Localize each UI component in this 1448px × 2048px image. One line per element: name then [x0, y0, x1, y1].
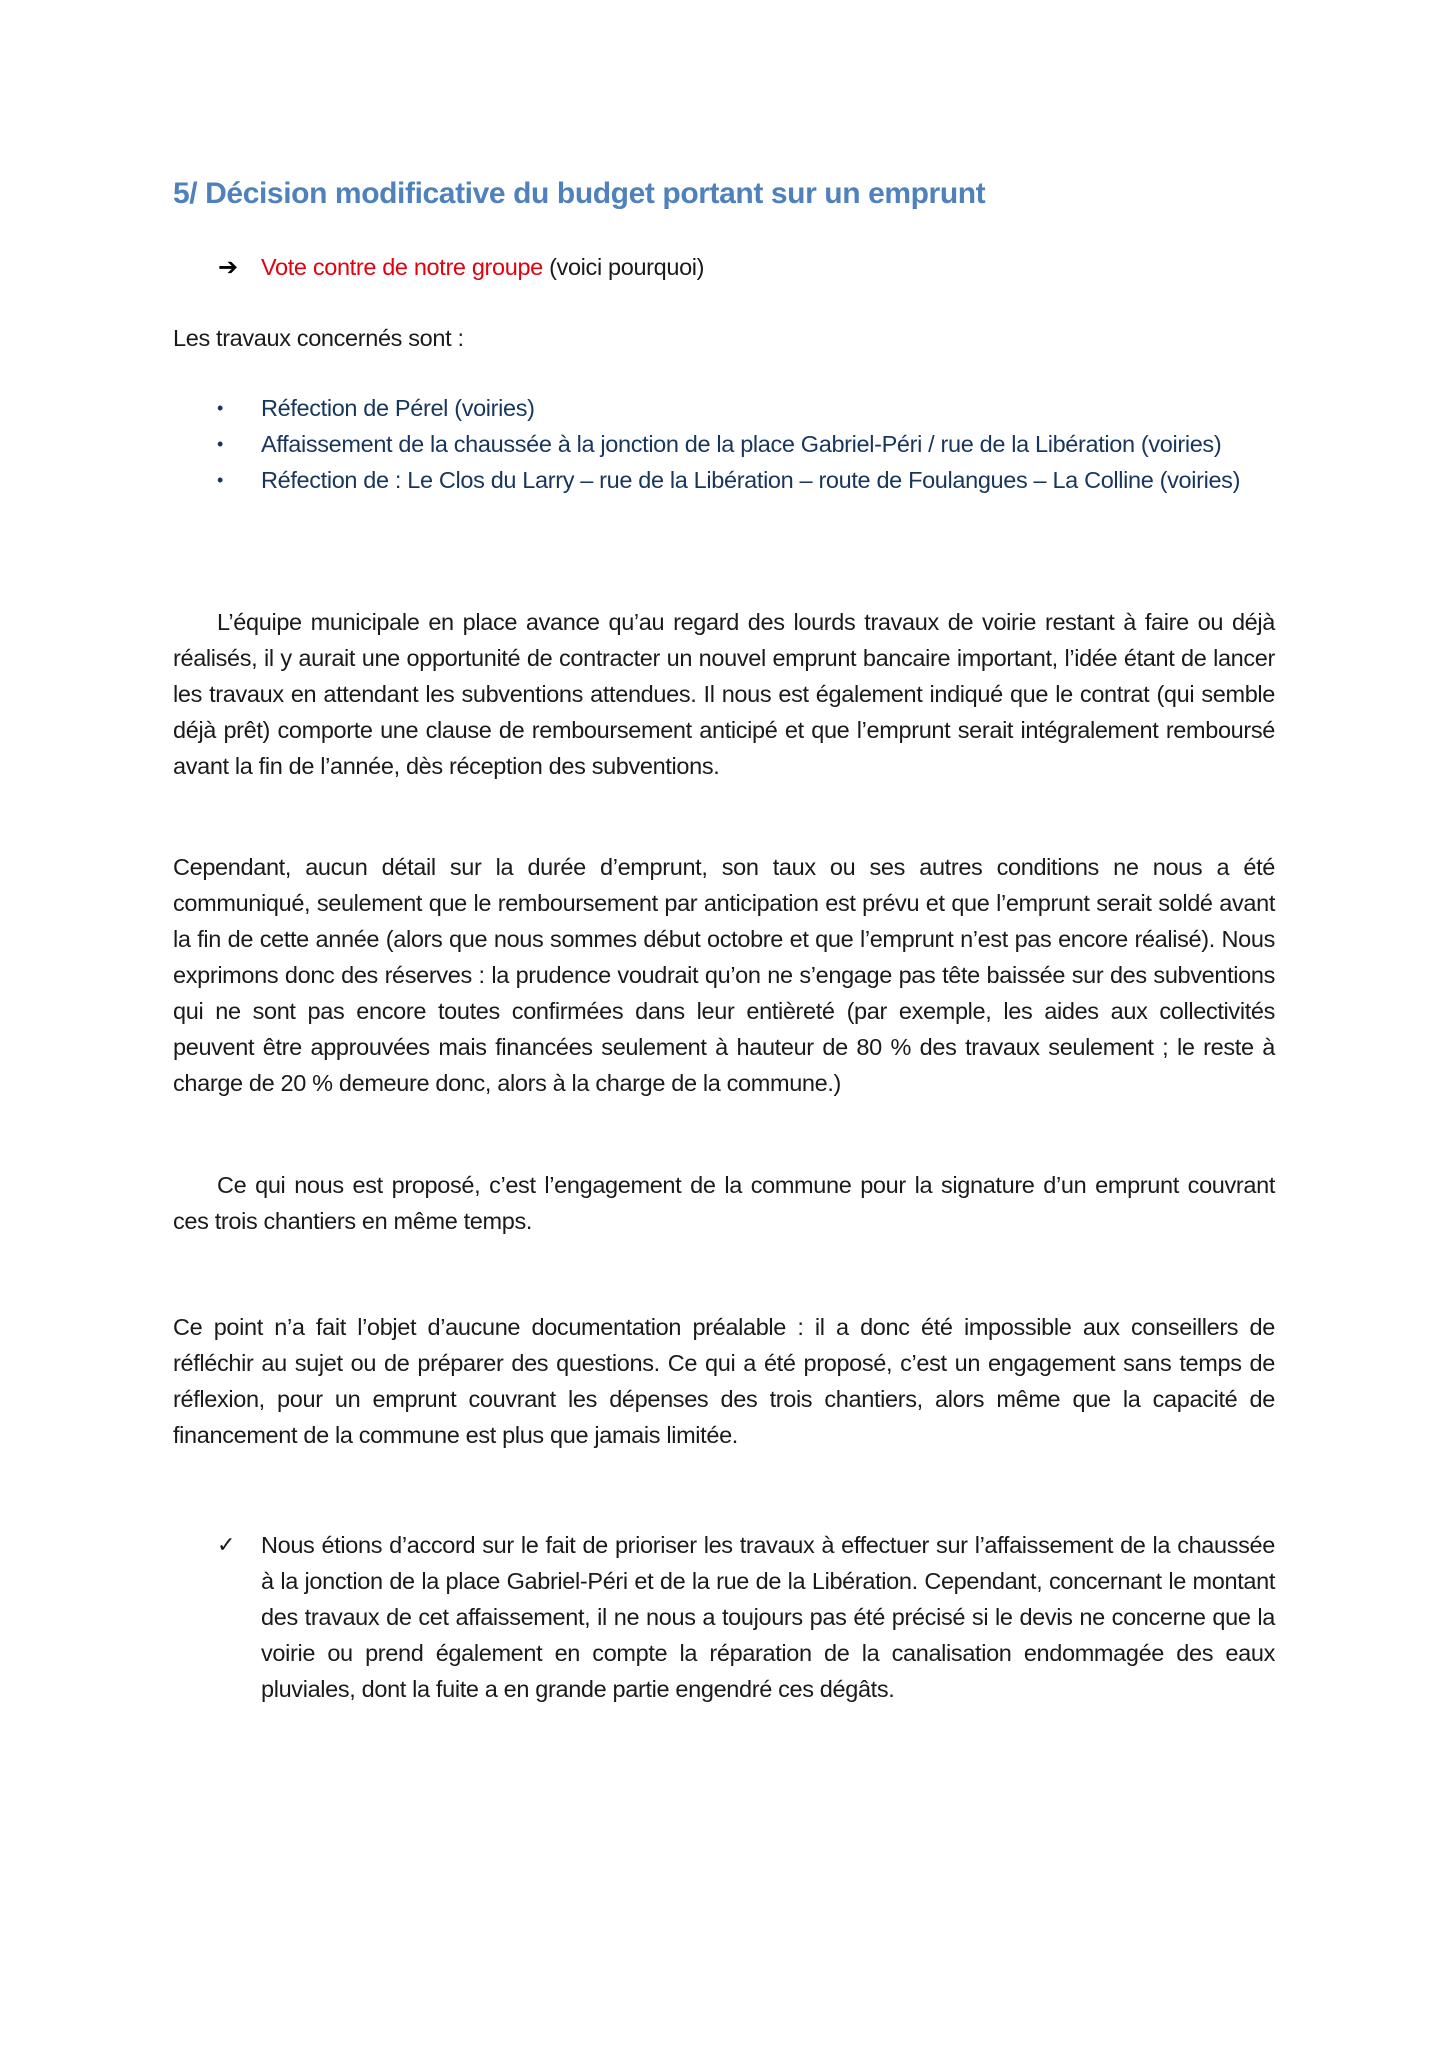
- checkmark-icon: ✓: [217, 1532, 236, 1557]
- vote-statement: [218, 249, 704, 286]
- paragraph: Ce qui nous est proposé, c’est l’engagement de la commune pour la signature d’un emprunt couvrant ces trois chantiers en même temps.: [173, 1172, 1275, 1234]
- list-item-text: Affaissement de la chaussée à la jonction de la place Gabriel-Péri / rue de la Libération (voiries): [261, 431, 1222, 457]
- list-item: [173, 390, 1275, 426]
- paragraph: L’équipe municipale en place avance qu’au regard des lourds travaux de voirie restant à faire ou déjà réalisés, il y aurait une opportunité de contracter un nouvel emprunt bancaire important, l’idée étant de lancer les travaux en attendant les subventions attendues. Il nous est également indiqué que le contrat (qui semble déjà prêt) comporte une clause de remboursement anticipé et que l’emprunt serait intégralement remboursé avant la fin de l’année, dès réception des subventions.: [173, 609, 1275, 779]
- bullet-icon: •: [217, 398, 223, 418]
- list-item: [173, 462, 1275, 498]
- paragraph: Ce point n’a fait l’objet d’aucune documentation préalable : il a donc été impossible aux conseillers de réfléchir au sujet ou de préparer des questions. Ce qui a été proposé, c’est un engagement sans temps de réflexion, pour un emprunt couvrant les dépenses des trois chantiers, alors même que la capacité de financement de la commune est plus que jamais limitée.: [173, 1314, 1275, 1448]
- list-item: [173, 426, 1275, 462]
- vote-highlight: Vote contre de notre groupe: [261, 254, 543, 280]
- paragraph: Cependant, aucun détail sur la durée d’emprunt, son taux ou ses autres conditions ne nous a été communiqué, seulement que le remboursement par anticipation est prévu et que l’emprunt serait soldé avant la fin de cette année (alors que nous sommes début octobre et que l’emprunt n’est pas encore réalisé). Nous exprimons donc des réserves : la prudence voudrait qu’on ne s’engage pas tête baissée sur des subventions qui ne sont pas encore toutes confirmées dans leur entièreté (par exemple, les aides aux collectivités peuvent être approuvées mais financées seulement à hauteur de 80 % des travaux seulement ; le reste à charge de 20 % demeure donc, alors à la charge de la commune.): [173, 854, 1275, 1096]
- bullet-icon: •: [217, 434, 223, 454]
- list-item-text: Réfection de Pérel (voiries): [261, 395, 535, 421]
- works-intro: Les travaux concernés sont :: [173, 325, 464, 351]
- list-item-text: Réfection de : Le Clos du Larry – rue de la Libération – route de Foulangues – La Colline (voiries): [261, 467, 1241, 493]
- bullet-icon: •: [217, 470, 223, 490]
- arrow-right-icon: ➔: [218, 254, 238, 281]
- check-list: [173, 1527, 1275, 1707]
- check-item-text: Nous étions d’accord sur le fait de prioriser les travaux à effectuer sur l’affaissement de la chaussée à la jonction de la place Gabriel-Péri et de la rue de la Libération. Cependant, concernant le montant des travaux de cet affaissement, il ne nous a toujours pas été précisé si le devis ne concerne que la voirie ou prend également en compte la réparation de la canalisation endommagée des eaux pluviales, dont la fuite a en grande partie engendré ces dégâts.: [261, 1532, 1275, 1702]
- check-item: [173, 1527, 1275, 1707]
- section-title: 5/ Décision modificative du budget portant sur un emprunt: [173, 177, 986, 210]
- vote-rest: (voici pourquoi): [542, 254, 705, 280]
- works-list: [173, 390, 1275, 498]
